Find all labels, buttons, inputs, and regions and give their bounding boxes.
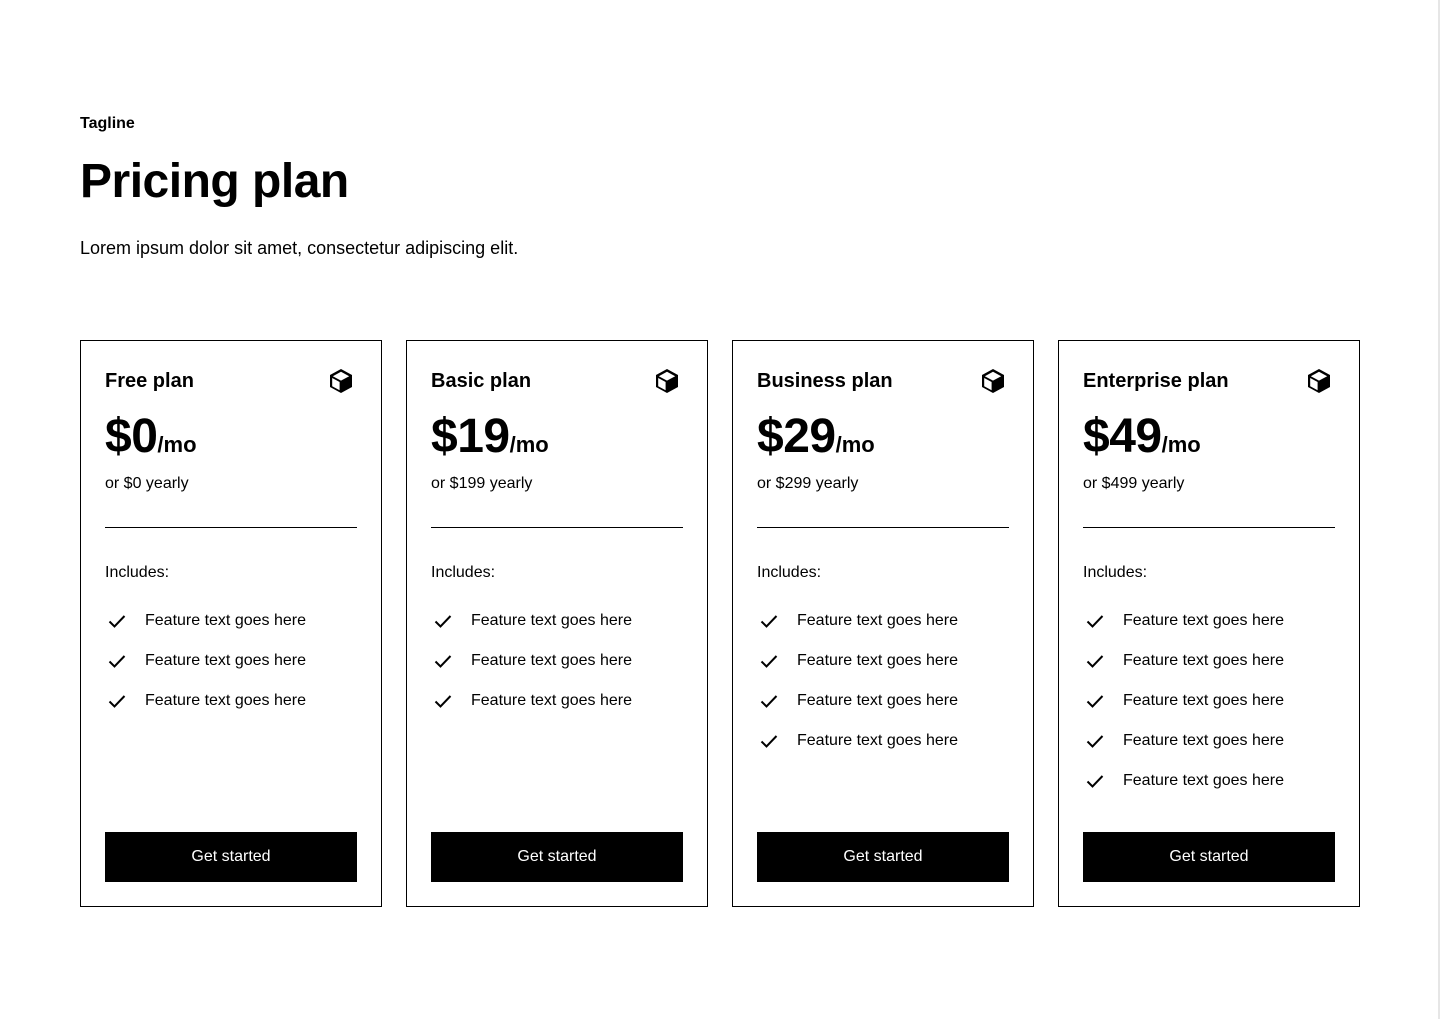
feature-item: [1083, 609, 1284, 633]
feature-text: Feature text goes here: [1123, 652, 1284, 669]
divider: [431, 527, 683, 528]
feature-item: [1083, 649, 1284, 673]
check-icon: [1083, 649, 1107, 673]
feature-item: [431, 609, 632, 633]
feature-item: [105, 609, 306, 633]
get-started-button[interactable]: Get started: [431, 832, 683, 882]
yearly-price: or $199 yearly: [431, 475, 533, 492]
price-period: /mo: [157, 432, 197, 457]
includes-label: Includes:: [757, 564, 822, 581]
cube-icon: [979, 367, 1007, 395]
cube-icon: [1305, 367, 1333, 395]
plan-price: $0: [105, 410, 158, 463]
plan-price: $29: [757, 410, 836, 463]
plan-price: $49: [1083, 410, 1162, 463]
check-icon: [1083, 769, 1107, 793]
pricing-card-enterprise-plan: [1058, 340, 1360, 907]
feature-text: Feature text goes here: [797, 612, 958, 629]
check-icon: [105, 689, 129, 713]
feature-text: Feature text goes here: [145, 612, 306, 629]
price-row: [757, 409, 875, 465]
price-period: /mo: [1161, 432, 1201, 457]
pricing-cards: [80, 340, 1360, 907]
feature-list: [757, 609, 958, 769]
includes-label: Includes:: [1083, 564, 1148, 581]
check-icon: [105, 609, 129, 633]
yearly-price: or $299 yearly: [757, 475, 859, 492]
feature-item: [757, 609, 958, 633]
price-row: [105, 409, 197, 465]
plan-name: Free plan: [105, 370, 194, 392]
cube-icon: [653, 367, 681, 395]
divider: [757, 527, 1009, 528]
check-icon: [757, 689, 781, 713]
get-started-button[interactable]: Get started: [1083, 832, 1335, 882]
plan-price: $19: [431, 410, 510, 463]
feature-item: [105, 689, 306, 713]
includes-label: Includes:: [431, 564, 496, 581]
feature-text: Feature text goes here: [1123, 612, 1284, 629]
feature-text: Feature text goes here: [471, 612, 632, 629]
feature-text: Feature text goes here: [145, 652, 306, 669]
check-icon: [431, 649, 455, 673]
feature-item: [105, 649, 306, 673]
check-icon: [757, 609, 781, 633]
feature-item: [431, 689, 632, 713]
feature-item: [1083, 769, 1284, 793]
page-title: Pricing plan: [80, 155, 349, 208]
feature-list: [431, 609, 632, 729]
feature-text: Feature text goes here: [1123, 692, 1284, 709]
feature-list: [1083, 609, 1284, 809]
pricing-card-basic-plan: [406, 340, 708, 907]
feature-text: Feature text goes here: [471, 652, 632, 669]
feature-item: [757, 729, 958, 753]
price-row: [1083, 409, 1201, 465]
pricing-card-business-plan: [732, 340, 1034, 907]
yearly-price: or $0 yearly: [105, 475, 189, 492]
check-icon: [1083, 609, 1107, 633]
yearly-price: or $499 yearly: [1083, 475, 1185, 492]
includes-label: Includes:: [105, 564, 170, 581]
plan-name: Enterprise plan: [1083, 370, 1229, 392]
check-icon: [757, 649, 781, 673]
feature-text: Feature text goes here: [1123, 772, 1284, 789]
check-icon: [105, 649, 129, 673]
feature-item: [431, 649, 632, 673]
get-started-button[interactable]: Get started: [757, 832, 1009, 882]
check-icon: [431, 689, 455, 713]
cube-icon: [327, 367, 355, 395]
feature-item: [1083, 729, 1284, 753]
plan-name: Business plan: [757, 370, 893, 392]
feature-text: Feature text goes here: [797, 692, 958, 709]
divider: [1083, 527, 1335, 528]
check-icon: [1083, 689, 1107, 713]
page-subtitle: Lorem ipsum dolor sit amet, consectetur adipiscing elit.: [80, 238, 519, 258]
feature-text: Feature text goes here: [797, 652, 958, 669]
plan-name: Basic plan: [431, 370, 532, 392]
feature-list: [105, 609, 306, 729]
price-period: /mo: [835, 432, 875, 457]
check-icon: [431, 609, 455, 633]
check-icon: [1083, 729, 1107, 753]
feature-text: Feature text goes here: [797, 732, 958, 749]
price-row: [431, 409, 549, 465]
price-period: /mo: [509, 432, 549, 457]
feature-text: Feature text goes here: [471, 692, 632, 709]
pricing-card-free-plan: [80, 340, 382, 907]
tagline: Tagline: [80, 115, 135, 132]
feature-text: Feature text goes here: [1123, 732, 1284, 749]
divider: [105, 527, 357, 528]
get-started-button[interactable]: Get started: [105, 832, 357, 882]
feature-item: [757, 689, 958, 713]
feature-text: Feature text goes here: [145, 692, 306, 709]
feature-item: [1083, 689, 1284, 713]
feature-item: [757, 649, 958, 673]
check-icon: [757, 729, 781, 753]
